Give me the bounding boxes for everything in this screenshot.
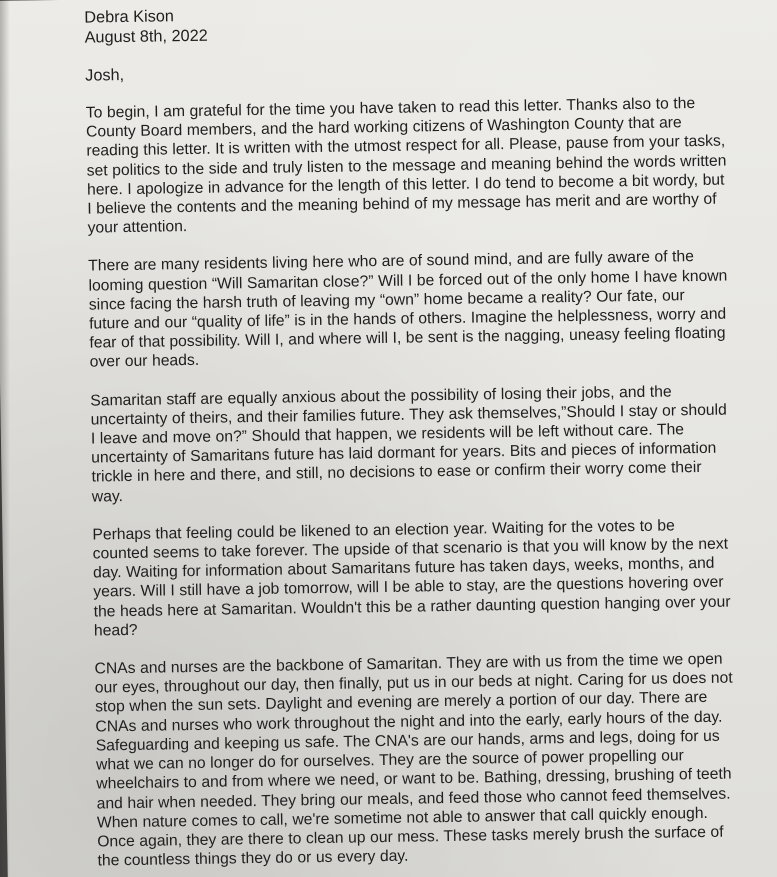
letter-body [84, 0, 737, 871]
letter-date: August 8th, 2022 [84, 26, 208, 47]
author-name: Debra Kison [84, 7, 175, 27]
paragraph-cnas: CNAs and nurses are the backbone of Samaritan. They are with us from the time we open our eyes, throughout our day, then finally, put us in our beds at night. Caring for us does not stop when the sun sets. Daylight and evening are merely a portion of our day. There are CNAs and nurses who work throughout the night and into the early, early hours of the day. Safeguarding and keeping us safe. The CNA's are our hands, arms and legs, doing for us what we can no longer do for ourselves. They are the source of power propelling our wheelchairs to and from where we need, or want to be. Bathing, dressing, brushing of teeth and hair when needed. They bring our meals, and feed those who cannot feed themselves. When nature comes to call, we're sometime not able to answer that call quickly enough. Once again, they are there to clean up our mess. These tasks merely brush the surface of the countless things they do or us every day. [94, 650, 733, 870]
paragraph-intro: To begin, I am grateful for the time you have taken to read this letter. Thanks also to the County Board members, and the hard working citizens of Washington County that are reading this letter. It is written with the utmost respect for all. Please, pause from your tasks, set politics to the side and truly listen to the message and meaning behind the words written here. I apologize in advance for the length of this letter. I do tend to become a bit wordy, but I believe the contents and the meaning behind of my message has merit and are worthy of your attention. [85, 95, 727, 237]
paragraph-residents: There are many residents living here who are of sound mind, and are fully aware of the looming question “Will Samaritan close?” Will I be forced out of the only home I have known since facing the harsh truth of leaving my “own” home became a reality? Our fate, our future and our “quality of life” is in the hands of others. Imagine the helplessness, worry and fear of that possibility. Will I, and where will I, be sent is the nagging, uneasy feeling floating over our heads. [88, 248, 728, 372]
paragraph-staff: Samaritan staff are equally anxious about the possibility of losing their jobs, and the uncertainty of theirs, and their families future. They ask themselves,”Should I stay or should I leave and move on?” Should that happen, we residents will be left without care. The uncertainty of Samaritans future has laid dormant for years. Bits and pieces of information trickle in here and there, and still, no decisions to ease or confirm their worry come their way. [90, 383, 727, 506]
salutation: Josh, [85, 65, 125, 85]
paragraph-election: Perhaps that feeling could be likened to an election year. Waiting for the votes to be counted seems to take forever. The upside of that scenario is that you will know by the next day. Waiting for information about Samaritans future has taken days, weeks, months, and years. Will I still have a job tomorrow, will I be able to stay, are the questions hovering over the heads here at Samaritan. Wouldn't this be a rather daunting question hanging over your head? [92, 517, 731, 640]
